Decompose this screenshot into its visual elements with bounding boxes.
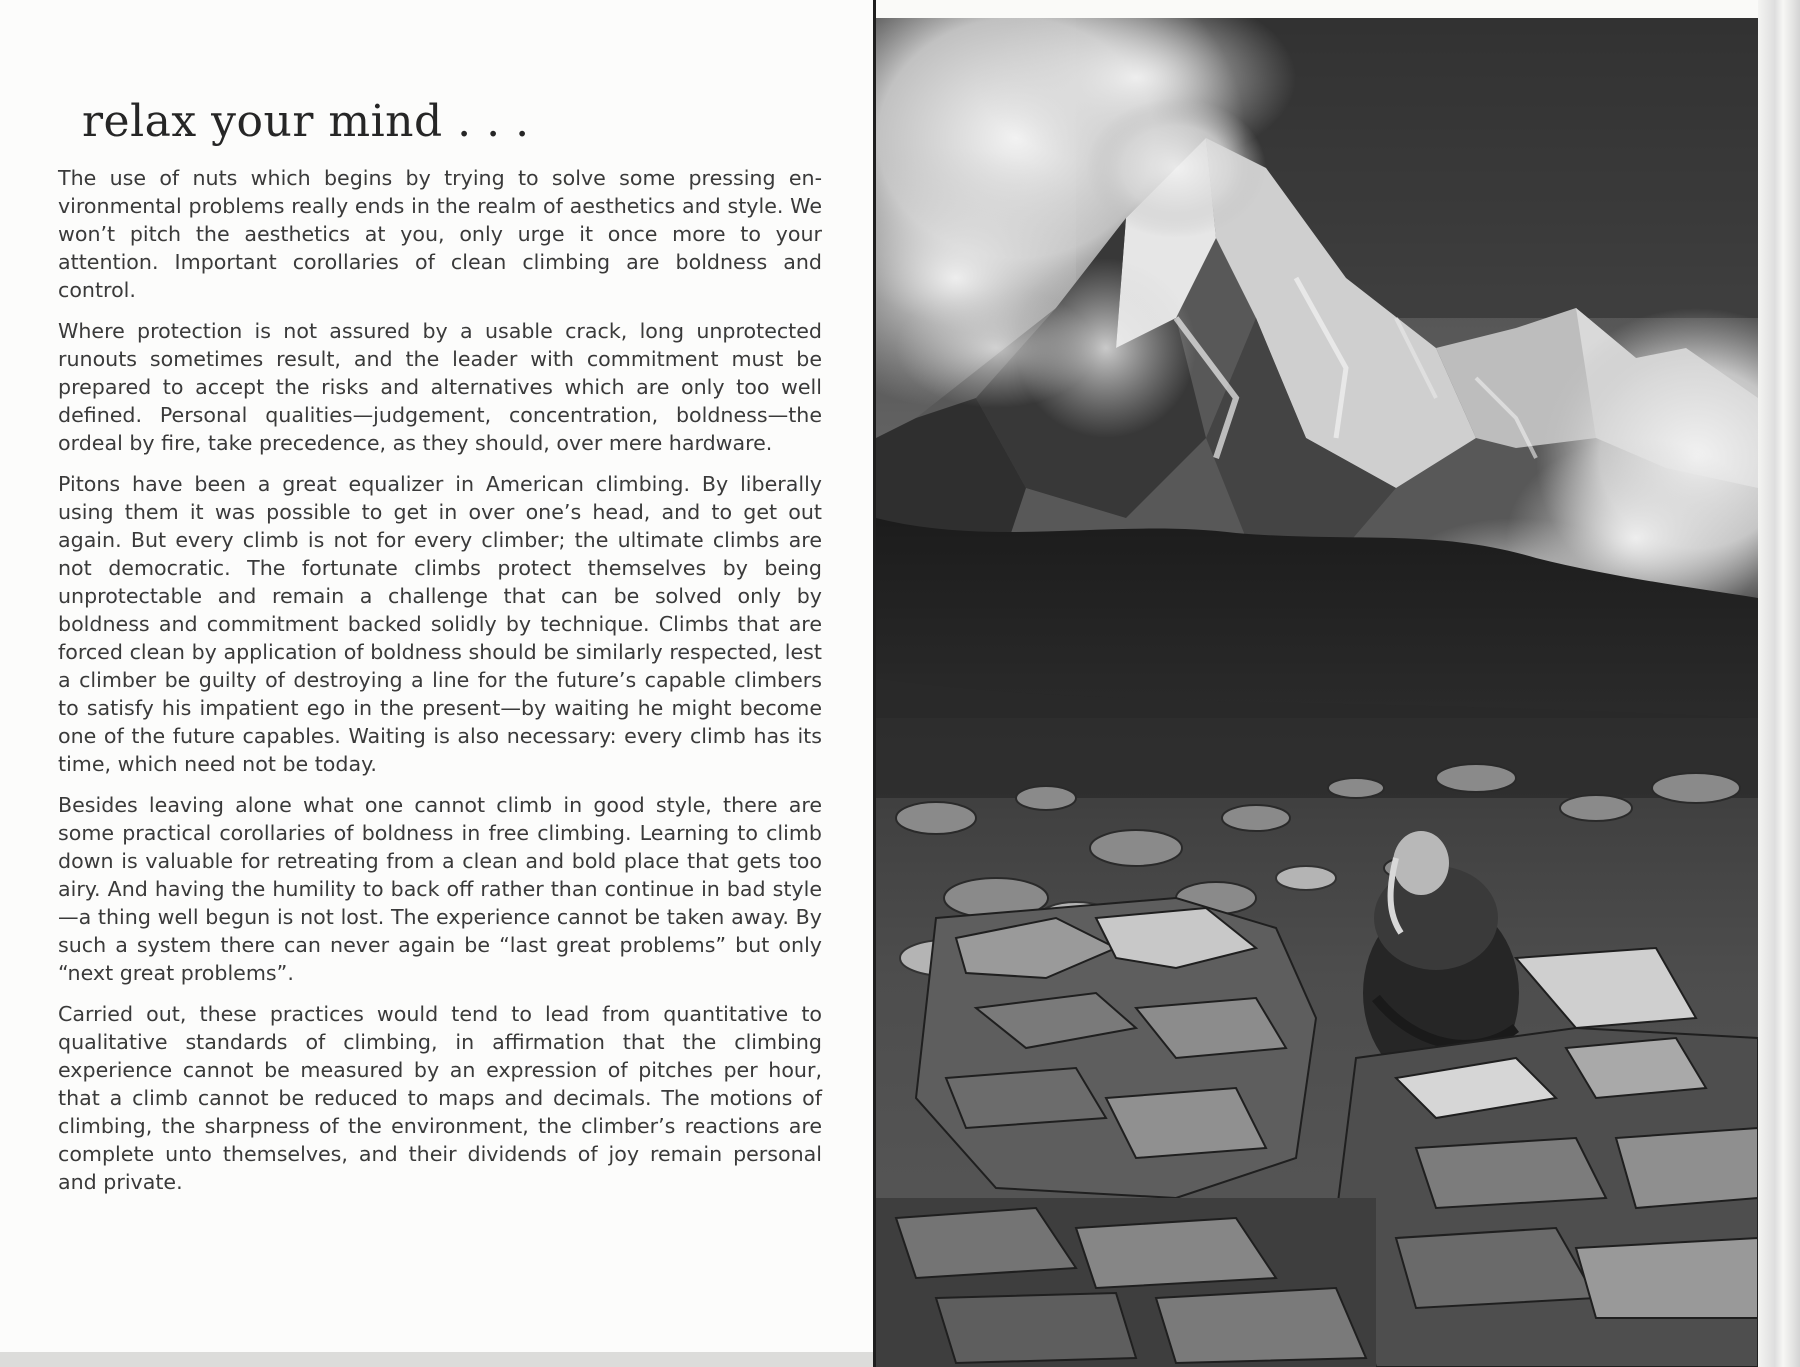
body-text [58,164,822,1209]
paragraph-4: Besides leaving alone what one cannot climb in good style, there are some practical corollaries of boldness in free climbing. Learning to climb down is valuable for retreating from a clean and bold place that gets too airy. And having the humility to back off rather than continue in bad style—a thing well begun is not lost. The experience cannot be taken away. By such a system there can never again be “last great problems” but only “next great problems”. [58,793,822,985]
page-bottom-edge [0,1352,874,1367]
paragraph-3: Pitons have been a great equalizer in American climbing. By liberally using them it was possible to get in over one’s head, and to get out again. But every climb is not for every climber; the ultimate climbs are not democratic. The fortunate climbs protect themselves by being unprotectable and remain a challenge that can be solved only by boldness and commitment backed solidly by technique. Climbs that are forced clean by application of boldness should be similarly respected, lest a climber be guilty of destroying a line for the future’s capable climbers to satisfy his impatient ego in the present—by waiting he might become one of the future capables. Waiting is also necessary: every climb has its time, which need not be today. [58,472,822,776]
left-page [0,0,874,1367]
mountain-photo-image [876,18,1758,1367]
page-heading: relax your mind . . . [82,96,530,147]
paragraph-2: Where protection is not assured by a usable crack, long unprotected runouts sometimes result, and the leader with commitment must be prepared to accept the risks and alternatives which are only too well defined. Personal qualities—judgement, concentration, boldness—the ordeal by fire, take precedence, as they should, over mere hardware. [58,319,822,455]
right-page-edge [1758,0,1800,1367]
paragraph-1: The use of nuts which begins by trying to solve some pressing environmental problems really ends in the realm of aesthetics and style. We won’t pitch the aesthetics at you, only urge it once more to your attention. Important corollaries of clean climbing are boldness and control. [58,166,822,302]
mountain-photo [876,18,1758,1367]
paragraph-5: Carried out, these practices would tend to lead from quantitative to qualitative standards of climbing, in affirmation that the climbing experience cannot be measured by an expression of pitches per hour, that a climb cannot be reduced to maps and decimals. The motions of climbing, the sharpness of the environment, the climber’s reactions are complete unto themselves, and their dividends of joy remain personal and private. [58,1002,822,1194]
photo-top-margin [876,0,1758,18]
